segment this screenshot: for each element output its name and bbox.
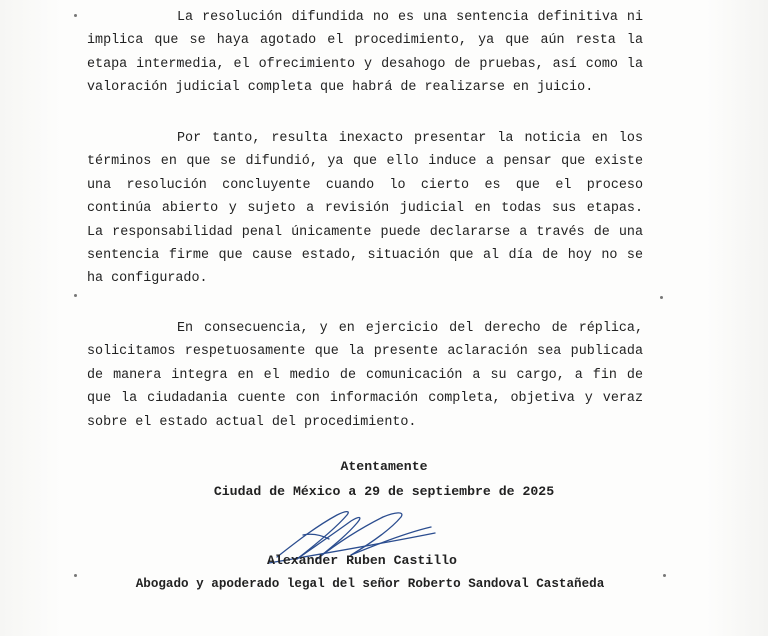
paragraph-line: solicitamos respetuosamente que la presente aclaración sea publicada <box>87 344 643 360</box>
paragraph-line: términos en que se difundió, ya que ello induce a pensar que existe <box>87 154 643 170</box>
margin-speck <box>660 296 663 299</box>
paragraph-line: En consecuencia, y en ejercicio del derecho de réplica, <box>177 321 643 336</box>
signer-name: Alexander Ruben Castillo <box>267 553 457 568</box>
paragraph-line: valoración judicial completa que habrá de realizarse en juicio. <box>87 80 594 96</box>
margin-speck <box>74 574 77 577</box>
paragraph-line: implica que se haya agotado el procedimiento, ya que aún resta la <box>87 33 643 49</box>
paragraph-line: Por tanto, resulta inexacto presentar la noticia en los <box>177 131 643 146</box>
paragraph-3 <box>87 317 643 434</box>
paragraph-line: La responsabilidad penal únicamente puede declararse a través de una <box>87 224 643 240</box>
paragraph-line: una resolución concluyente cuando lo cierto es que el proceso <box>87 177 643 193</box>
signer-role: Abogado y apoderado legal del señor Roberto Sandoval Castañeda <box>135 577 605 591</box>
paragraph-line: sobre el estado actual del procedimiento. <box>87 414 417 430</box>
paragraph-line: sentencia firme que cause estado, situación que al día de hoy no se <box>87 247 643 263</box>
city-date-line: Ciudad de México a 29 de septiembre de 2025 <box>213 484 555 499</box>
margin-speck <box>74 14 77 17</box>
paragraph-line: de manera integra en el medio de comunicación a su cargo, a fin de <box>87 367 643 383</box>
margin-speck <box>74 294 77 297</box>
paragraph-line: que la ciudadania cuente con información completa, objetiva y veraz <box>87 391 643 407</box>
margin-speck <box>663 574 666 577</box>
closing-salutation: Atentamente <box>340 459 428 474</box>
paragraph-line: etapa intermedia, el ofrecimiento y desahogo de pruebas, así como la <box>87 56 643 72</box>
paragraph-line: La resolución difundida no es una sentencia definitiva ni <box>177 10 643 25</box>
paragraph-2 <box>87 127 643 291</box>
paragraph-line: continúa abierto y sujeto a revisión judicial en todas sus etapas. <box>87 201 643 217</box>
paragraph-1 <box>87 6 643 100</box>
paragraph-line: ha configurado. <box>87 271 208 287</box>
